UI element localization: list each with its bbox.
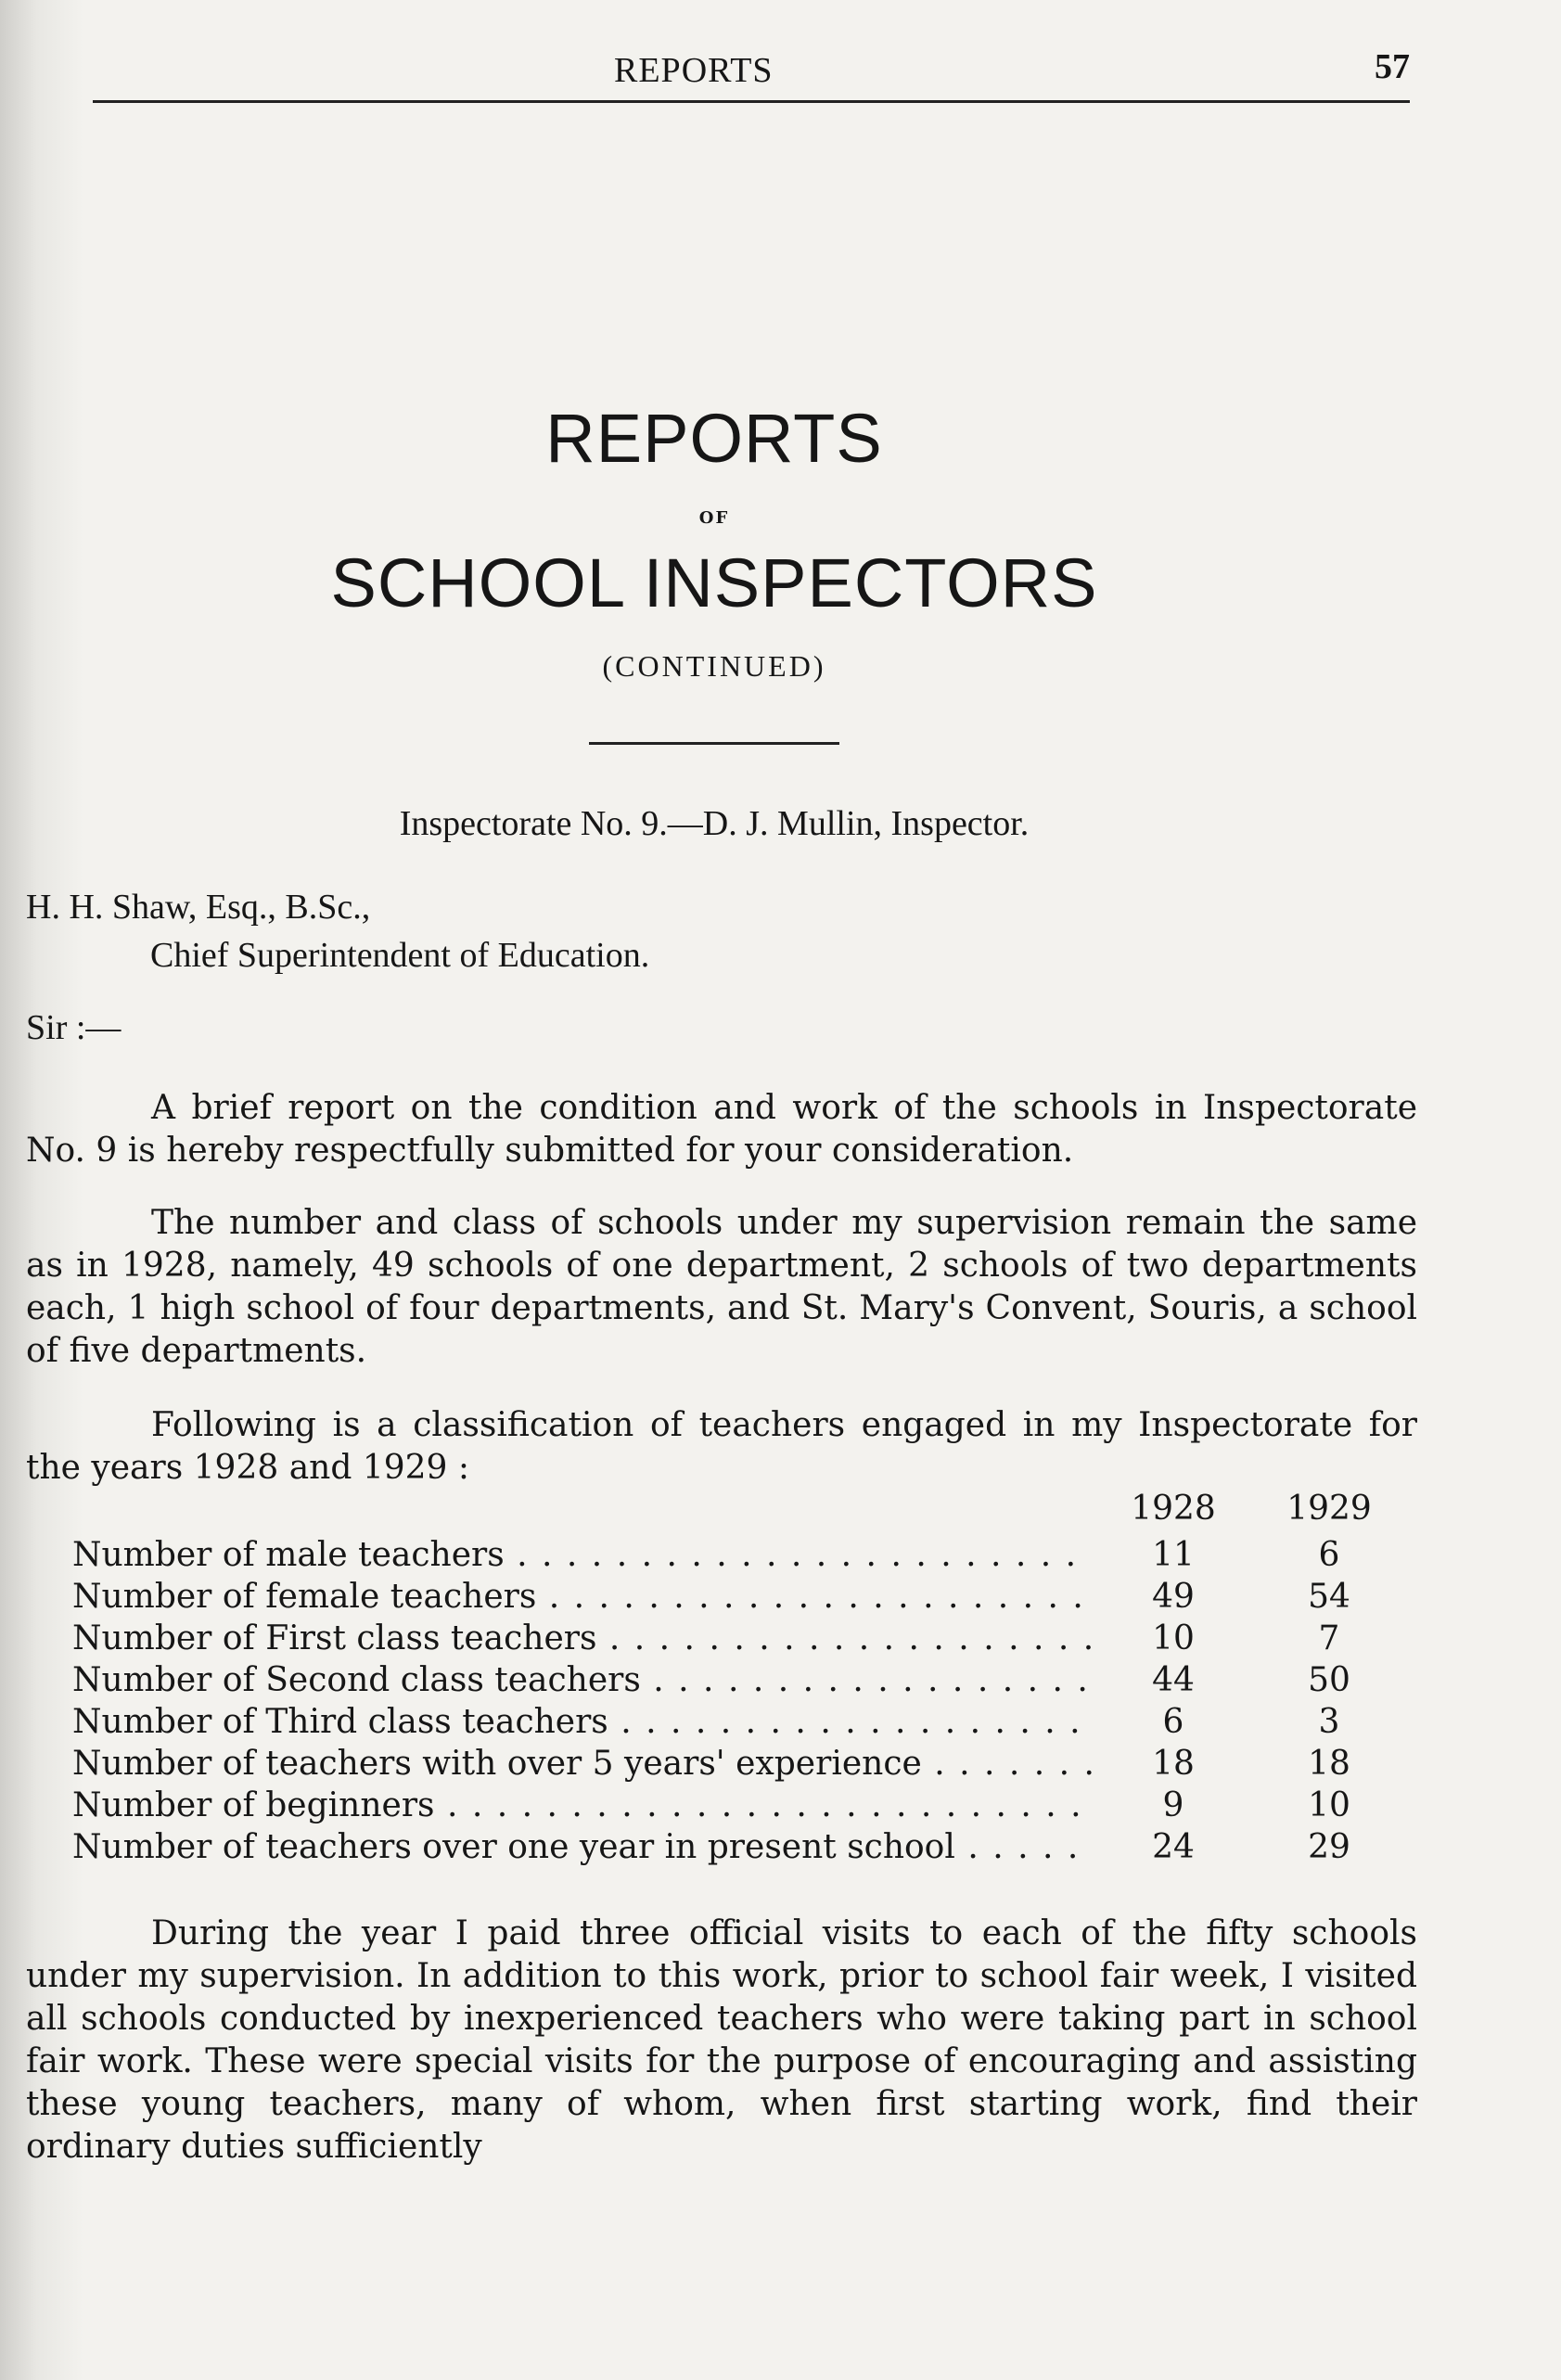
- running-head: [93, 45, 1410, 103]
- paragraph-3-text: Following is a classification of teachers engaged in my Inspectorate for the years 1928 and 1929 :: [26, 1406, 1417, 1487]
- column-header-1929: 1929: [1286, 1490, 1372, 1528]
- row-label: Number of teachers over one year in present school . . .: [72, 1828, 1093, 1866]
- row-label: Number of Third class teachers . . .: [72, 1703, 1093, 1741]
- salutation: Sir :—: [26, 1008, 122, 1047]
- value-1928: 49: [1152, 1578, 1195, 1616]
- value-1929: 50: [1308, 1661, 1350, 1699]
- table-row: [72, 1745, 1389, 1786]
- value-1929: 10: [1308, 1786, 1350, 1824]
- row-label: Number of beginners . . .: [72, 1786, 1093, 1824]
- row-label: Number of male teachers . . .: [72, 1536, 1093, 1574]
- table-row: [72, 1619, 1389, 1661]
- row-label: Number of First class teachers . . .: [72, 1619, 1093, 1657]
- value-1929: 3: [1318, 1703, 1340, 1741]
- table-header: [72, 1490, 1389, 1536]
- value-1929: 29: [1308, 1828, 1350, 1866]
- paragraph-3: [26, 1404, 1417, 1490]
- table-row: [72, 1703, 1389, 1745]
- heading-school-inspectors: SCHOOL INSPECTORS: [330, 544, 1098, 621]
- value-1928: 11: [1152, 1536, 1195, 1574]
- value-1929: 18: [1308, 1745, 1350, 1783]
- addressee-name: H. H. Shaw, Esq., B.Sc.,: [26, 888, 371, 927]
- heading-of: OF: [698, 508, 730, 528]
- addressee-title: Chief Superintendent of Education.: [150, 936, 650, 975]
- heading-continued: (CONTINUED): [602, 649, 826, 683]
- teacher-classification-table: [72, 1490, 1389, 1870]
- row-label: Number of teachers with over 5 years' experience . . .: [72, 1745, 1093, 1783]
- page-number: 57: [1375, 47, 1410, 86]
- table-row: [72, 1578, 1389, 1619]
- inspectorate-title: Inspectorate No. 9.—D. J. Mullin, Inspector.: [399, 804, 1030, 843]
- table-row: [72, 1828, 1389, 1870]
- paragraph-4: [26, 1913, 1417, 2169]
- value-1928: 9: [1162, 1786, 1184, 1824]
- value-1928: 24: [1152, 1828, 1195, 1866]
- value-1928: 18: [1152, 1745, 1195, 1783]
- column-header-1928: 1928: [1131, 1490, 1216, 1528]
- value-1928: 6: [1162, 1703, 1184, 1741]
- running-head-title: REPORTS: [614, 51, 774, 90]
- paragraph-2-text: The number and class of schools under my supervision remain the same as in 1928, namely, 49 schools of one department, 2 schools of two departments each, 1 high school of four departments, and St. Mary's Convent, Souris, a school of five departments.: [26, 1204, 1417, 1370]
- paragraph-1: [26, 1087, 1417, 1172]
- row-label: Number of Second class teachers . . .: [72, 1661, 1093, 1699]
- table-row: [72, 1786, 1389, 1828]
- value-1929: 7: [1318, 1619, 1340, 1657]
- heading-rule: [589, 742, 839, 745]
- paragraph-4-text: During the year I paid three official visits to each of the fifty schools under my supervision. In addition to this work, prior to school fair week, I visited all schools conducted by inexperienced teachers who were taking part in school fair work. These were special visits for the purpose of encouraging and assisting these young teachers, many of whom, when first starting work, find their ordinary duties sufficiently: [26, 1914, 1417, 2166]
- value-1929: 6: [1318, 1536, 1340, 1574]
- row-label: Number of female teachers . . .: [72, 1578, 1093, 1616]
- value-1929: 54: [1308, 1578, 1350, 1616]
- table-row: [72, 1661, 1389, 1703]
- value-1928: 10: [1152, 1619, 1195, 1657]
- value-1928: 44: [1152, 1661, 1195, 1699]
- paragraph-2: [26, 1202, 1417, 1373]
- heading-reports: REPORTS: [545, 400, 883, 477]
- paragraph-1-text: A brief report on the condition and work of the schools in Inspectorate No. 9 is hereby respectfully submitted for your consideration.: [26, 1089, 1417, 1170]
- table-row: [72, 1536, 1389, 1578]
